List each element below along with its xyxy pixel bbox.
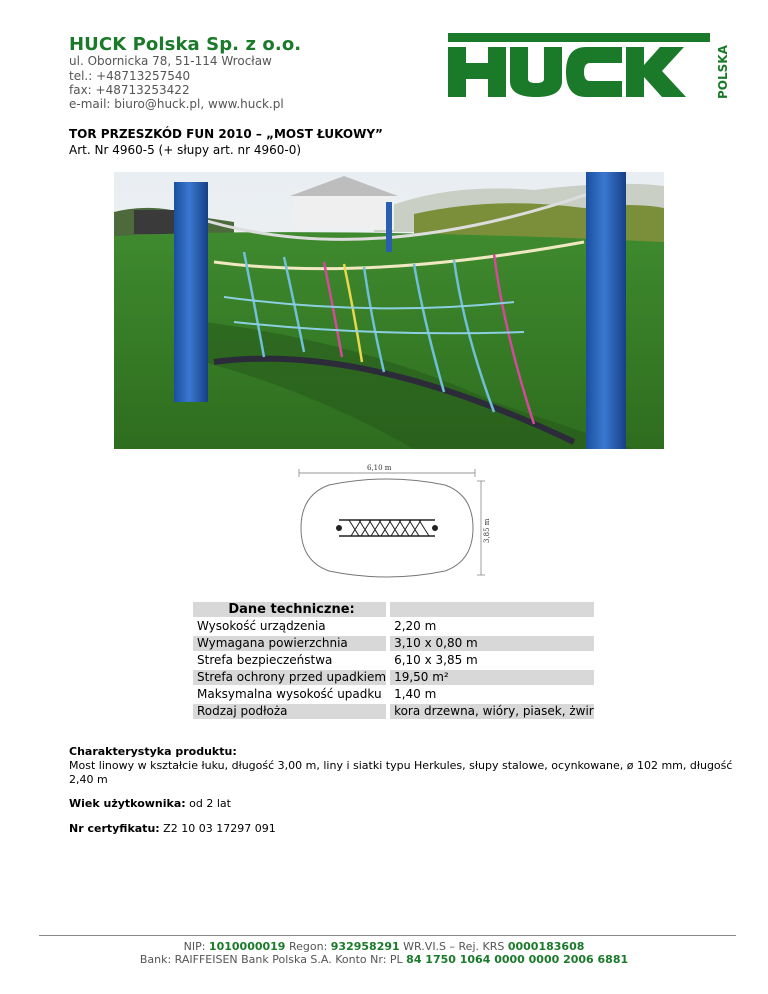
company-email: e-mail: biuro@huck.pl, www.huck.pl bbox=[69, 97, 284, 111]
table-row bbox=[193, 687, 594, 702]
user-age-value: od 2 lat bbox=[185, 797, 231, 810]
certificate-label: Nr certyfikatu: bbox=[69, 822, 160, 835]
product-photo bbox=[114, 172, 664, 449]
article-number: Art. Nr 4960-5 (+ słupy art. nr 4960-0) bbox=[69, 143, 302, 157]
plan-height-label: 3,85 m bbox=[483, 518, 491, 543]
spec-label: Wysokość urządzenia bbox=[197, 619, 326, 633]
spec-label: Strefa bezpieczeństwa bbox=[197, 653, 333, 667]
logo-subtext: POLSKA bbox=[716, 45, 730, 99]
footer-account: 84 1750 1064 0000 0000 2006 6881 bbox=[406, 953, 629, 966]
table-header-row bbox=[193, 602, 594, 617]
table-row bbox=[193, 670, 594, 685]
plan-width-label: 6,10 m bbox=[367, 464, 392, 472]
spec-label: Rodzaj podłoża bbox=[193, 704, 386, 719]
spec-value: kora drzewna, wióry, piasek, żwir bbox=[390, 704, 594, 719]
company-address: ul. Obornicka 78, 51-114 Wrocław bbox=[69, 54, 272, 68]
spec-value: 1,40 m bbox=[394, 687, 437, 701]
spec-value: 2,20 m bbox=[394, 619, 437, 633]
spec-label: Strefa ochrony przed upadkiem bbox=[193, 670, 386, 685]
footer-registration: NIP: 1010000019 Regon: 932958291 WR.VI.S – Rej. KRS 0000183608 bbox=[183, 940, 585, 953]
footer-krs: 0000183608 bbox=[507, 940, 585, 953]
spec-label: Wymagana powierzchnia bbox=[193, 636, 386, 651]
user-age bbox=[69, 797, 231, 811]
user-age-label: Wiek użytkownika: bbox=[69, 797, 186, 810]
description-line-2: 2,40 m bbox=[69, 773, 108, 786]
spec-value: 19,50 m² bbox=[390, 670, 594, 685]
technical-data-heading: Dane techniczne: bbox=[193, 602, 386, 617]
safety-zone-plan bbox=[289, 463, 489, 581]
footer-nip: 1010000019 bbox=[208, 940, 286, 953]
table-row bbox=[193, 653, 594, 668]
company-phone: tel.: +48713257540 bbox=[69, 69, 191, 83]
table-row bbox=[193, 636, 594, 651]
technical-data-table bbox=[193, 600, 594, 721]
huck-logo bbox=[444, 29, 734, 101]
footer-divider bbox=[39, 935, 736, 936]
spec-value: 6,10 x 3,85 m bbox=[394, 653, 478, 667]
footer-regon: 932958291 bbox=[330, 940, 400, 953]
product-title: TOR PRZESZKÓD FUN 2010 – „MOST ŁUKOWY” bbox=[69, 127, 383, 141]
table-row bbox=[193, 704, 594, 719]
certificate-value: Z2 10 03 17297 091 bbox=[159, 822, 276, 835]
description-line-1: Most linowy w kształcie łuku, długość 3,00 m, liny i siatki typu Herkules, słupy stalowe, ocynkowane, ø 102 mm, długość bbox=[69, 759, 733, 772]
description-heading: Charakterystyka produktu: bbox=[69, 745, 237, 758]
spec-value: 3,10 x 0,80 m bbox=[390, 636, 594, 651]
footer-bank: Bank: RAIFFEISEN Bank Polska S.A. Konto Nr: PL 84 1750 1064 0000 0000 2006 6881 bbox=[139, 953, 629, 966]
spec-label: Maksymalna wysokość upadku bbox=[197, 687, 382, 701]
company-name: HUCK Polska Sp. z o.o. bbox=[69, 34, 302, 55]
company-fax: fax: +48713253422 bbox=[69, 83, 190, 97]
certificate bbox=[69, 822, 276, 836]
table-row bbox=[193, 619, 594, 634]
